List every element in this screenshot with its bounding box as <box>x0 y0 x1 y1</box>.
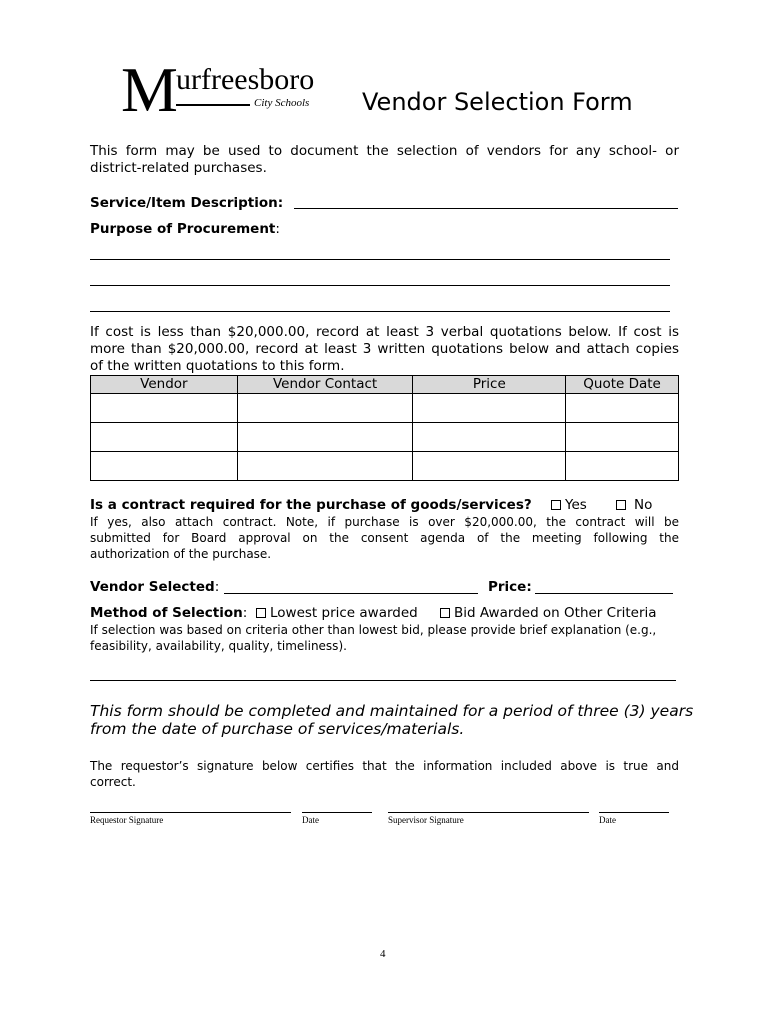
retention-line-1: This form should be completed and maintained for a period of three (3) years <box>90 702 694 720</box>
vendor-selected-colon: : <box>214 579 220 595</box>
contract-note-line-3: authorization of the purchase. <box>90 547 272 561</box>
header-vendor: Vendor <box>91 376 238 394</box>
contract-note-line-1: If yes, also attach contract. Note, if purchase is over $20,000.00, the contract will be <box>90 515 679 529</box>
retention-line-2: from the date of purchase of services/materials. <box>90 720 465 738</box>
intro-line-1: This form may be used to document the selection of vendors for any school- or <box>90 143 679 159</box>
vendor-cell[interactable] <box>91 423 238 452</box>
quotation-line-2: more than $20,000.00, record at least 3 written quotations below and attach copies <box>90 341 679 357</box>
form-title: Vendor Selection Form <box>362 88 633 116</box>
table-row <box>91 423 679 452</box>
vendor-cell[interactable] <box>91 452 238 481</box>
contract-no-option[interactable] <box>616 497 652 514</box>
lowest-price-option[interactable] <box>256 605 418 622</box>
price-cell[interactable] <box>413 423 566 452</box>
service-description-label: Service/Item Description: <box>90 195 284 211</box>
logo-letter: M <box>121 54 176 125</box>
contract-yes-option[interactable] <box>551 497 587 514</box>
requestor-signature-field[interactable] <box>90 812 291 813</box>
header-vendor-contact: Vendor Contact <box>237 376 413 394</box>
vendor-cell[interactable] <box>91 394 238 423</box>
explanation-field[interactable] <box>90 680 676 681</box>
table-row <box>91 452 679 481</box>
vendor-selected-label: Vendor Selected <box>90 579 215 595</box>
quotes-table <box>90 375 679 481</box>
table-header-row <box>91 376 679 394</box>
contract-question-row <box>90 497 532 514</box>
table-row <box>91 394 679 423</box>
quote-date-cell[interactable] <box>566 423 679 452</box>
other-criteria-label: Bid Awarded on Other Criteria <box>454 605 657 621</box>
logo-subtitle: City Schools <box>254 97 310 109</box>
certify-line-1: The requestor’s signature below certifies that the information included above is true and <box>90 759 679 773</box>
no-checkbox[interactable] <box>616 500 626 510</box>
contract-note-line-2: submitted for Board approval on the consent agenda of the meeting following the <box>90 531 679 545</box>
service-description-field[interactable] <box>294 208 678 209</box>
page-number: 4 <box>380 948 386 960</box>
contract-question: Is a contract required for the purchase of goods/services? <box>90 497 532 513</box>
purpose-field-line-3[interactable] <box>90 311 670 312</box>
certify-line-2: correct. <box>90 775 136 789</box>
supervisor-date-label: Date <box>599 815 616 825</box>
quotation-line-3: of the written quotations to this form. <box>90 358 345 374</box>
price-cell[interactable] <box>413 452 566 481</box>
other-criteria-option[interactable] <box>440 605 657 622</box>
yes-checkbox[interactable] <box>551 500 561 510</box>
purpose-field-line-2[interactable] <box>90 285 670 286</box>
vendor-selected-field[interactable] <box>224 593 478 594</box>
purpose-colon: : <box>275 221 280 237</box>
supervisor-date-field[interactable] <box>599 812 669 813</box>
price-cell[interactable] <box>413 394 566 423</box>
no-label: No <box>634 497 653 513</box>
method-explain-line-2: feasibility, availability, quality, timeliness). <box>90 639 347 653</box>
supervisor-signature-label: Supervisor Signature <box>388 815 464 825</box>
header-price: Price <box>413 376 566 394</box>
method-explain-line-1: If selection was based on criteria other than lowest bid, please provide brief explanation (e.g., <box>90 623 657 637</box>
price-field[interactable] <box>535 593 673 594</box>
logo-word: urfreesboro <box>176 63 315 96</box>
quote-date-cell[interactable] <box>566 452 679 481</box>
purpose-label: Purpose of Procurement <box>90 221 276 237</box>
lowest-price-label: Lowest price awarded <box>270 605 418 621</box>
quote-date-cell[interactable] <box>566 394 679 423</box>
yes-label: Yes <box>565 497 587 513</box>
lowest-price-checkbox[interactable] <box>256 608 266 618</box>
price-label: Price: <box>488 579 532 595</box>
vendor-contact-cell[interactable] <box>237 452 413 481</box>
requestor-date-field[interactable] <box>302 812 372 813</box>
vendor-selected-label-wrap <box>90 579 219 596</box>
vendor-contact-cell[interactable] <box>237 394 413 423</box>
intro-line-2: district-related purchases. <box>90 160 267 176</box>
method-colon: : <box>242 605 248 621</box>
requestor-date-label: Date <box>302 815 319 825</box>
requestor-signature-label: Requestor Signature <box>90 815 164 825</box>
other-criteria-checkbox[interactable] <box>440 608 450 618</box>
method-row <box>90 605 247 622</box>
quotation-line-1: If cost is less than $20,000.00, record at least 3 verbal quotations below. If cost is <box>90 324 679 340</box>
purpose-field-line-1[interactable] <box>90 259 670 260</box>
supervisor-signature-field[interactable] <box>388 812 589 813</box>
method-label: Method of Selection <box>90 605 243 621</box>
logo-rule <box>176 104 250 106</box>
header-quote-date: Quote Date <box>566 376 679 394</box>
purpose-label-wrap <box>90 221 280 238</box>
vendor-contact-cell[interactable] <box>237 423 413 452</box>
